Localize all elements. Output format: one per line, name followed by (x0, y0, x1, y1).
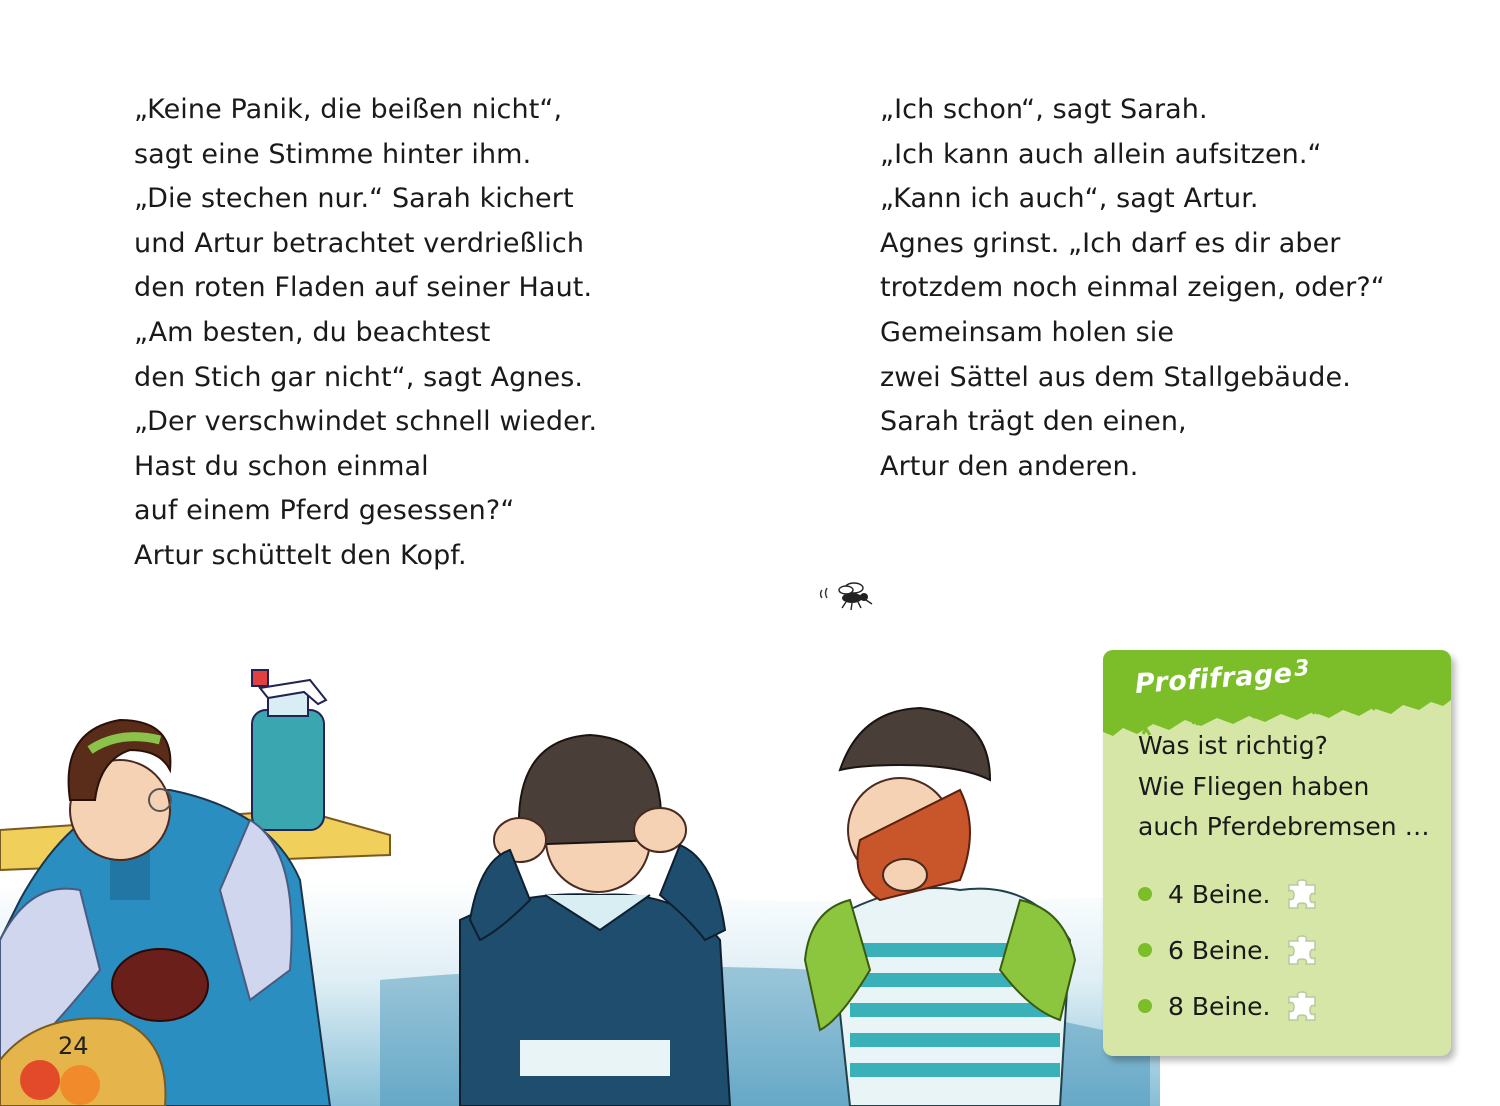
question-line: Was ist richtig? (1138, 731, 1328, 760)
answer-option-6-legs[interactable] (1138, 930, 1271, 970)
puzzle-piece-icon (1286, 989, 1320, 1023)
text-line: „Ich schon“, sagt Sarah. (880, 94, 1208, 125)
text-line: Sarah trägt den einen, (880, 406, 1187, 438)
profi-question-box (1103, 650, 1451, 1056)
text-line: Artur den anderen. (880, 450, 1139, 482)
text-line: „Keine Panik, die beißen nicht“, (134, 94, 563, 125)
bullet-dot (1138, 999, 1152, 1013)
text-column-left (134, 88, 597, 579)
text-line: Artur schüttelt den Kopf. (134, 539, 467, 571)
text-line: „Die stechen nur.“ Sarah kichert (134, 183, 574, 215)
question-line: Wie Fliegen haben (1138, 771, 1370, 801)
profi-title-text: Profifrage (1133, 658, 1294, 700)
text-column-right (880, 88, 1385, 489)
profi-question-text (1138, 726, 1430, 848)
text-line: „Ich kann auch allein aufsitzen.“ (880, 138, 1322, 170)
text-line: Hast du schon einmal (134, 450, 429, 482)
text-line: Gemeinsam holen sie (880, 316, 1175, 348)
answer-option-label: 4 Beine. (1168, 879, 1271, 909)
text-line: den Stich gar nicht“, sagt Agnes. (134, 361, 584, 393)
answer-option-label: 6 Beine. (1168, 935, 1271, 965)
text-line: auf einem Pferd gesessen?“ (134, 495, 515, 527)
answer-option-4-legs[interactable] (1138, 874, 1271, 914)
page-number: 24 (58, 1032, 89, 1060)
puzzle-piece-icon (1286, 933, 1320, 967)
text-line: „Kann ich auch“, sagt Artur. (880, 183, 1259, 215)
answer-option-label: 8 Beine. (1168, 991, 1271, 1021)
text-line: den roten Fladen auf seiner Haut. (134, 272, 593, 304)
bullet-dot (1138, 943, 1152, 957)
fly-icon (816, 576, 880, 612)
text-line: zwei Sättel aus dem Stallgebäude. (880, 361, 1351, 393)
question-line: auch Pferdebremsen … (1138, 812, 1430, 841)
answer-option-8-legs[interactable] (1138, 986, 1271, 1026)
text-line: trotzdem noch einmal zeigen, oder?“ (880, 272, 1385, 304)
text-line: „Am besten, du beachtest (134, 316, 491, 348)
profi-title-number: 3 (1293, 655, 1311, 682)
text-line: und Artur betrachtet verdrießlich (134, 227, 585, 259)
text-line: Agnes grinst. „Ich darf es dir aber (880, 227, 1341, 259)
scene-illustration (0, 640, 1160, 1106)
text-line: sagt eine Stimme hinter ihm. (134, 138, 532, 170)
text-line: „Der verschwindet schnell wieder. (134, 406, 598, 438)
bullet-dot (1138, 887, 1152, 901)
puzzle-piece-icon (1286, 877, 1320, 911)
